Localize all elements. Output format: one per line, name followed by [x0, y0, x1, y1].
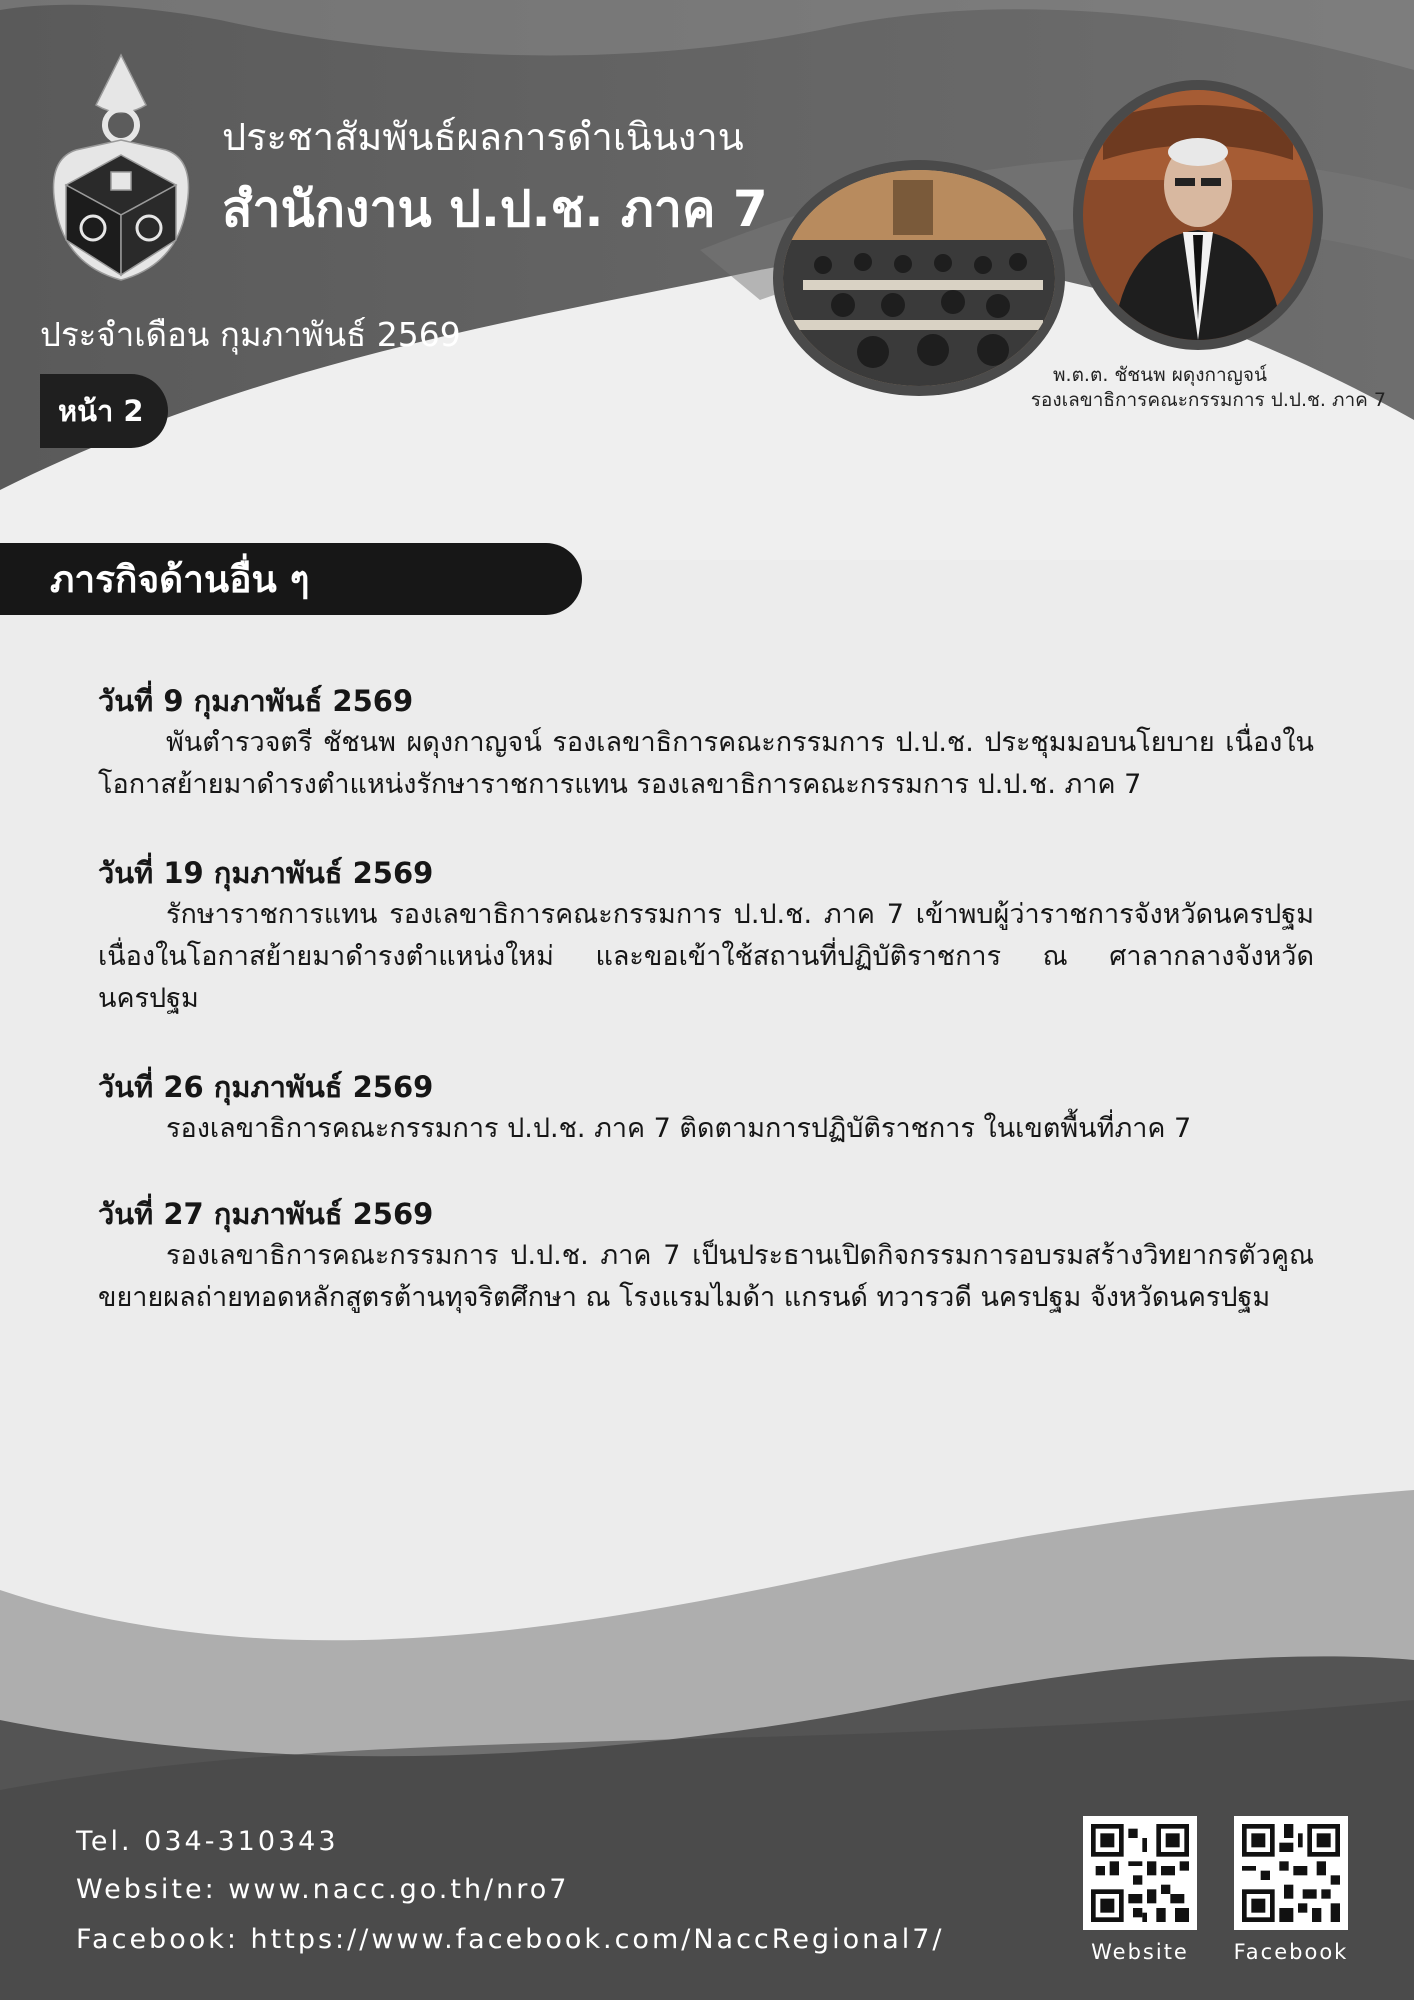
- qr-code-icon: [1234, 1816, 1348, 1930]
- entry-text: รักษาราชการแทน รองเลขาธิการคณะกรรมการ ป.ป.ช. ภาค 7 เข้าพบผู้ว่าราชการจังหวัดนครปฐม เนื่องในโอกาสย้ายมาดำรงตำแหน่งใหม่ และขอเข้าใช้สถานที่ปฏิบัติราชการ ณ ศาลากลางจังหวัดนครปฐม: [98, 899, 1314, 1014]
- entry-date: วันที่ 19 กุมภาพันธ์ 2569: [98, 856, 434, 890]
- header-title: สำนักงาน ป.ป.ช. ภาค 7: [222, 180, 768, 238]
- month-label: ประจำเดือน กุมภาพันธ์ 2569: [40, 315, 461, 354]
- entry-date: วันที่ 27 กุมภาพันธ์ 2569: [98, 1197, 434, 1231]
- header-subtitle: ประชาสัมพันธ์ผลการดำเนินงาน: [222, 115, 744, 159]
- entry-text: รองเลขาธิการคณะกรรมการ ป.ป.ช. ภาค 7 ติดตามการปฏิบัติราชการ ในเขตพื้นที่ภาค 7: [166, 1113, 1192, 1144]
- page-number-badge: หน้า 2: [40, 374, 168, 448]
- photo-caption-name: พ.ต.ต. ชัชนพ ผดุงกาญจน์: [1053, 364, 1267, 386]
- qr-code-icon: [1083, 1816, 1197, 1930]
- entry-text: รองเลขาธิการคณะกรรมการ ป.ป.ช. ภาค 7 เป็นประธานเปิดกิจกรรมการอบรมสร้างวิทยากรตัวคูณขยายผลถ่ายทอดหลักสูตรต้านทุจริตศึกษา ณ โรงแรมไมด้า แกรนด์ ทวารวดี นครปฐม จังหวัดนครปฐม: [98, 1240, 1314, 1313]
- nacc-emblem-icon: [36, 50, 206, 290]
- qr-website-pattern: [1091, 1824, 1189, 1922]
- qr-facebook-pattern: [1242, 1824, 1340, 1922]
- meeting-photo-image: [783, 170, 1055, 386]
- photo-caption-role: รองเลขาธิการคณะกรรมการ ป.ป.ช. ภาค 7: [1030, 389, 1386, 411]
- qr-facebook-label: Facebook: [1233, 1940, 1349, 1964]
- footer-website-link[interactable]: Website: www.nacc.go.th/nro7: [76, 1874, 570, 1905]
- activity-entry: [98, 1066, 1314, 1150]
- entry-text: พันตำรวจตรี ชัชนพ ผดุงกาญจน์ รองเลขาธิการคณะกรรมการ ป.ป.ช. ประชุมมอบนโยบาย เนื่องในโอกาสย้ายมาดำรงตำแหน่งรักษาราชการแทน รองเลขาธิการคณะกรรมการ ป.ป.ช. ภาค 7: [98, 727, 1314, 800]
- activity-entry: [98, 680, 1314, 806]
- activity-entry: [98, 852, 1314, 1020]
- section-heading: ภารกิจด้านอื่น ๆ: [0, 543, 582, 615]
- footer-tel: Tel. 034-310343: [76, 1826, 339, 1857]
- entry-date: วันที่ 26 กุมภาพันธ์ 2569: [98, 1070, 434, 1104]
- portrait-photo-image: [1083, 90, 1313, 340]
- portrait-photo: [1073, 80, 1323, 350]
- qr-website-label: Website: [1091, 1940, 1189, 1964]
- footer-facebook-link[interactable]: Facebook: https://www.facebook.com/NaccRegional7/: [76, 1924, 945, 1955]
- entry-date: วันที่ 9 กุมภาพันธ์ 2569: [98, 684, 414, 718]
- activity-entry: [98, 1193, 1314, 1319]
